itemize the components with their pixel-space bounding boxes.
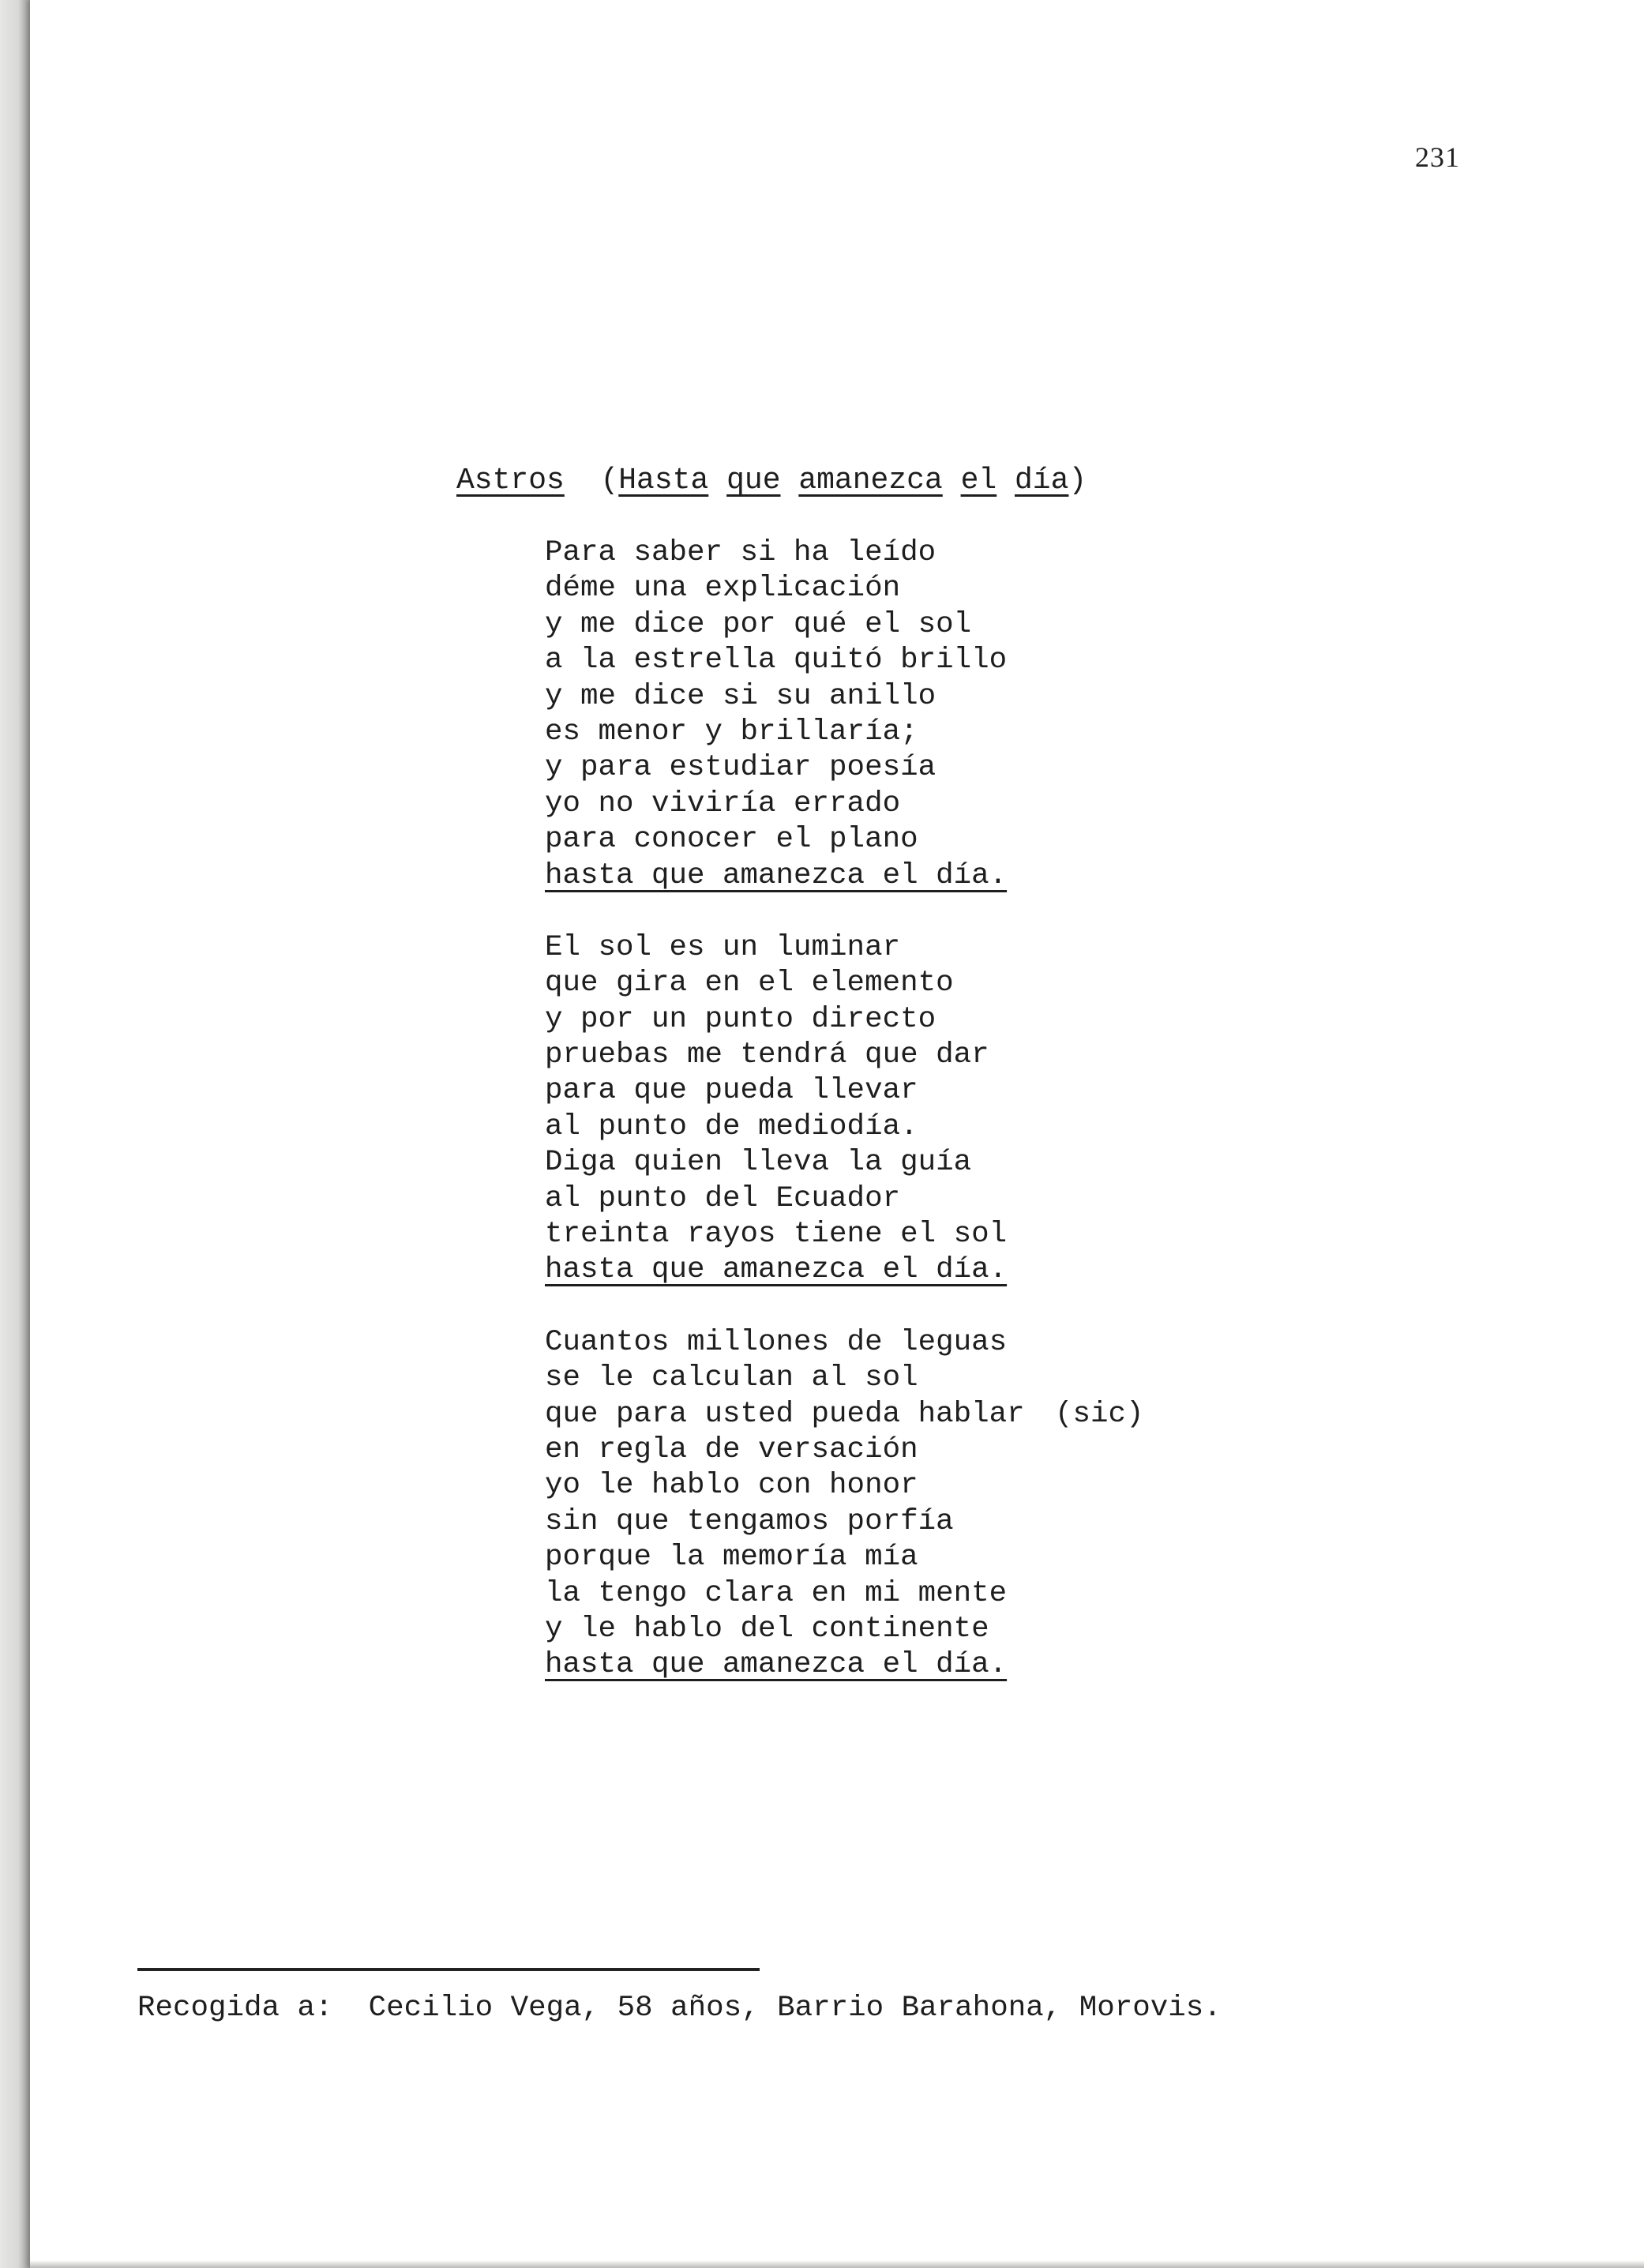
stanza-1 (545, 535, 1256, 894)
sic-note: (sic) (1055, 1397, 1144, 1431)
poem-refrain-line: hasta que amanezca el día. (545, 1648, 1008, 1682)
poem-line: la tengo clara en mi mente (545, 1576, 1008, 1610)
poem-line: y para estudiar poesía (545, 751, 936, 785)
poem-line: pruebas me tendrá que dar (545, 1038, 989, 1072)
poem-line: y me dice si su anillo (545, 679, 936, 713)
poem-subtitle-open: ( (600, 464, 619, 498)
poem-subtitle-word: que (726, 464, 781, 498)
poem-title-main: Astros (456, 464, 565, 498)
poem-subtitle-word: Hasta (618, 464, 709, 498)
poem-line: en regla de versación (545, 1433, 918, 1466)
footnote-divider (137, 1968, 760, 1971)
poem-line: Cuantos millones de leguas (545, 1325, 1008, 1359)
poem-line: para que pueda llevar (545, 1074, 918, 1108)
poem-line: déme una explicación (545, 572, 901, 606)
poem-line: a la estrella quitó brillo (545, 644, 1008, 678)
poem-line: se le calculan al sol (545, 1361, 918, 1395)
poem-line: y me dice por qué el sol (545, 607, 972, 641)
poem-refrain-line: hasta que amanezca el día. (545, 1253, 1008, 1287)
poem-subtitle-word: amanezca (798, 464, 943, 498)
poem-line: para conocer el plano (545, 823, 918, 857)
poem-line: es menor y brillaría; (545, 715, 918, 749)
poem-line: yo no viviría errado (545, 787, 901, 820)
poem-subtitle-close: ) (1068, 464, 1087, 498)
page-edge-bottom (30, 2260, 1644, 2268)
footnote (137, 1990, 1222, 2026)
footnote-label: Recogida a: (137, 1992, 333, 2025)
poem-line: El sol es un luminar (545, 930, 901, 964)
poem-line: que gira en el elemento (545, 967, 954, 1001)
poem-line: Para saber si ha leído (545, 536, 936, 569)
poem-body (545, 535, 1256, 1720)
poem-title (456, 463, 1087, 499)
poem-line: al punto de mediodía. (545, 1110, 918, 1143)
poem-subtitle-word: el (960, 464, 997, 498)
poem-refrain-line: hasta que amanezca el día. (545, 858, 1008, 892)
poem-line: treinta rayos tiene el sol (545, 1218, 1008, 1252)
poem-line: y le hablo del continente (545, 1612, 989, 1646)
page-number: 231 (1415, 141, 1460, 173)
footnote-text: Cecilio Vega, 58 años, Barrio Barahona, Morovis. (368, 1992, 1222, 2025)
poem-line: yo le hablo con honor (545, 1469, 918, 1503)
poem-line: y por un punto directo (545, 1002, 936, 1036)
poem-line: al punto del Ecuador (545, 1181, 901, 1215)
poem-subtitle-word: día (1015, 464, 1069, 498)
stanza-2 (545, 930, 1256, 1289)
poem-line: que para usted pueda hablar (sic) (545, 1397, 1256, 1433)
poem-line: Diga quien lleva la guía (545, 1146, 972, 1180)
poem-line: porque la memoría mía (545, 1541, 918, 1575)
stanza-3 (545, 1325, 1256, 1684)
page-edge-left (0, 0, 30, 2268)
poem-line: sin que tengamos porfía (545, 1504, 954, 1538)
